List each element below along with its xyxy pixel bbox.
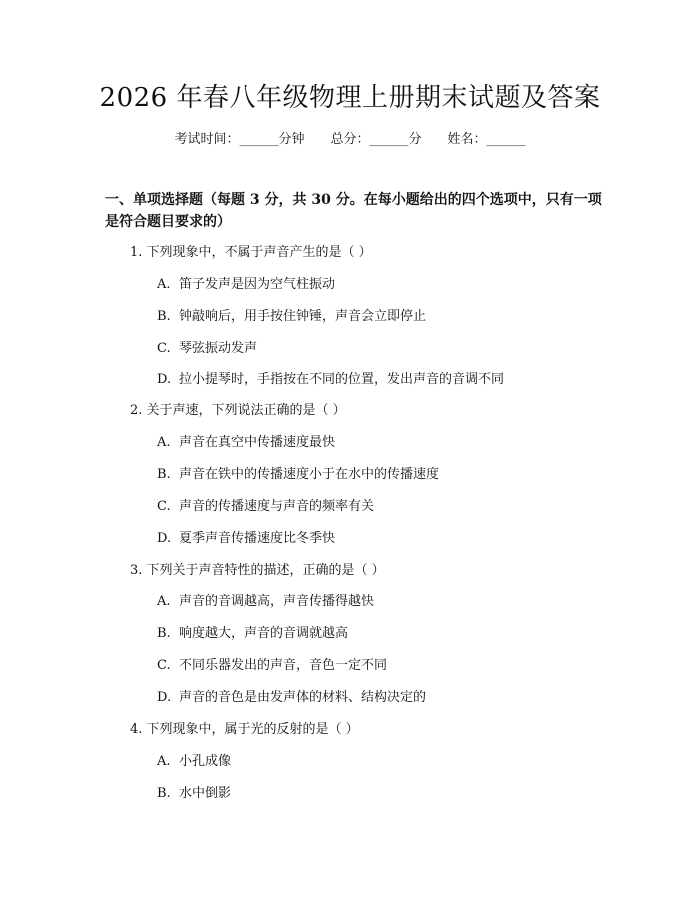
option-3a: [157, 592, 607, 612]
option-2d: [157, 529, 607, 549]
option-letter: B.: [157, 626, 171, 641]
question-4: [130, 720, 610, 740]
option-letter: A.: [157, 594, 171, 609]
option-text: 声音的传播速度与声音的频率有关: [179, 499, 375, 514]
question-number: 1.: [130, 245, 143, 260]
option-letter: B.: [157, 309, 171, 324]
question-text: 下列现象中，属于光的反射的是（ ）: [146, 722, 359, 737]
option-letter: A.: [157, 277, 171, 292]
option-letter: B.: [157, 467, 171, 482]
option-letter: C.: [157, 499, 171, 514]
option-text: 小孔成像: [179, 754, 232, 769]
option-3c: [157, 656, 607, 676]
option-3b: [157, 624, 607, 644]
option-text: 水中倒影: [179, 786, 232, 801]
question-text: 下列关于声音特性的描述，正确的是（ ）: [146, 563, 385, 578]
option-text: 声音的音调越高，声音传播得越快: [179, 594, 375, 609]
time-label: 考试时间：: [174, 132, 240, 147]
option-letter: C.: [157, 341, 171, 356]
question-number: 3.: [130, 563, 143, 578]
page-title: 2026 年春八年级物理上册期末试题及答案: [99, 83, 601, 113]
name-label: 姓名：: [447, 132, 487, 147]
option-letter: D.: [157, 690, 172, 705]
question-3: [130, 561, 610, 581]
option-text: 拉小提琴时，手指按在不同的位置，发出声音的音调不同: [179, 372, 505, 387]
option-text: 声音的音色是由发声体的材料、结构决定的: [179, 690, 427, 705]
option-1d: [157, 370, 607, 390]
question-1: [130, 243, 610, 263]
option-text: 不同乐器发出的声音，音色一定不同: [179, 658, 388, 673]
option-letter: B.: [157, 786, 171, 801]
exam-meta-line: [0, 130, 700, 150]
option-1a: [157, 275, 607, 295]
option-4b: [157, 784, 607, 804]
question-text: 关于声速，下列说法正确的是（ ）: [146, 403, 346, 418]
option-letter: C.: [157, 658, 171, 673]
option-text: 夏季声音传播速度比冬季快: [179, 531, 336, 546]
option-2c: [157, 497, 607, 517]
option-text: 声音在真空中传播速度最快: [179, 435, 336, 450]
option-letter: D.: [157, 531, 172, 546]
option-letter: A.: [157, 435, 171, 450]
time-blank: ______: [239, 132, 279, 147]
score-unit: 分: [408, 132, 422, 147]
option-letter: A.: [157, 754, 171, 769]
option-text: 响度越大，声音的音调就越高: [179, 626, 349, 641]
question-2: [130, 401, 610, 421]
option-2b: [157, 465, 607, 485]
question-number: 4.: [130, 722, 143, 737]
score-label: 总分：: [330, 132, 370, 147]
section-heading: 一、单项选择题（每题 3 分，共 30 分。在每小题给出的四个选项中，只有一项是符合题目要求的）: [105, 192, 602, 230]
option-1c: [157, 339, 607, 359]
time-unit: 分钟: [278, 132, 305, 147]
question-text: 下列现象中，不属于声音产生的是（ ）: [146, 245, 372, 260]
option-text: 笛子发声是因为空气柱振动: [179, 277, 336, 292]
option-text: 琴弦振动发声: [179, 341, 258, 356]
name-blank: ______: [486, 132, 526, 147]
option-text: 钟敲响后，用手按住钟锤，声音会立即停止: [179, 309, 427, 324]
score-blank: ______: [369, 132, 409, 147]
option-letter: D.: [157, 372, 172, 387]
question-number: 2.: [130, 403, 143, 418]
option-4a: [157, 752, 607, 772]
option-2a: [157, 433, 607, 453]
option-3d: [157, 688, 607, 708]
option-text: 声音在铁中的传播速度小于在水中的传播速度: [179, 467, 440, 482]
option-1b: [157, 307, 607, 327]
